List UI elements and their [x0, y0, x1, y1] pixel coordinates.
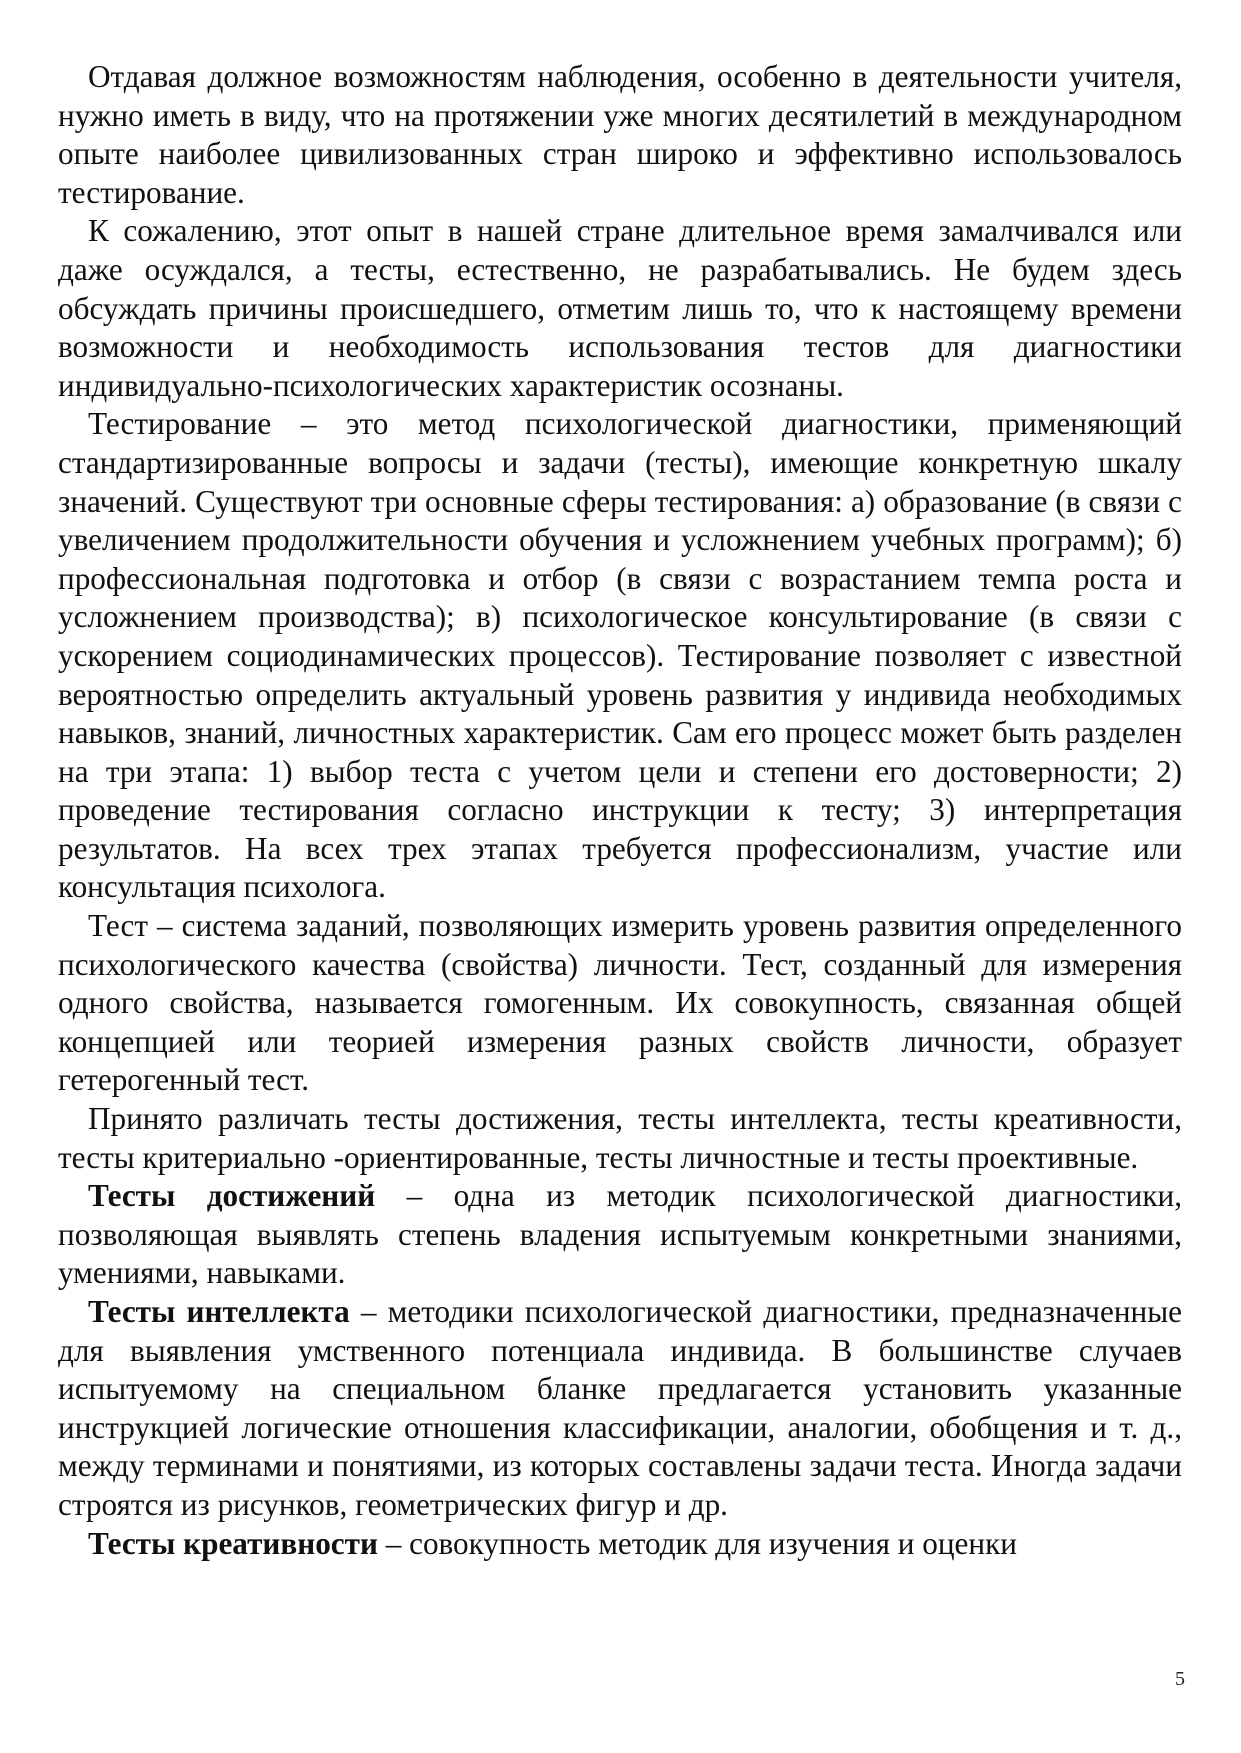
paragraph-text: – совокупность методик для изучения и оценки — [377, 1525, 1017, 1561]
paragraph-observation-testing — [58, 58, 1182, 212]
page-number: 5 — [1175, 1668, 1185, 1690]
paragraph-achievement-tests — [58, 1177, 1182, 1293]
paragraph-text: Отдавая должное возможностям наблюдения, особенно в деятельности учителя, нужно иметь в виду, что на протяжении уже многих десятилетий в международном опыте наиболее цивилизованных стран широко и эффективно использовалось тестирование. — [58, 59, 1182, 210]
paragraph-test-definition — [58, 907, 1182, 1100]
paragraph-testing-definition — [58, 405, 1182, 907]
paragraph-creativity-tests — [58, 1525, 1182, 1564]
paragraph-experience-silenced — [58, 212, 1182, 405]
paragraph-text: Тест – система заданий, позволяющих измерить уровень развития определенного психологического качества (свойства) личности. Тест, созданный для измерения одного свойства, называется гомогенным. Их совокупность, связанная общей концепцией или теорией измерения разных свойств личности, образует гетерогенный тест. — [58, 908, 1182, 1098]
term-intelligence-tests: Тесты интеллекта — [88, 1294, 350, 1329]
paragraph-intelligence-tests — [58, 1293, 1182, 1525]
paragraph-text: Принято различать тесты достижения, тесты интеллекта, тесты креативности, тесты критериально -ориентированные, тесты личностные и тесты проективные. — [58, 1101, 1182, 1175]
paragraph-text: Тестирование – это метод психологической диагностики, применяющий стандартизированные вопросы и задачи (тесты), имеющие конкретную шкалу значений. Существуют три основные сферы тестирования: а) образование (в связи с увеличением продолжительности обучения и усложнением учебных программ); б) профессиональная подготовка и отбор (в связи с возрастанием темпа роста и усложнением производства); в) психологическое консультирование (в связи с ускорением социодинамических процессов). Тестирование позволяет с известной вероятностью определить актуальный уровень развития у индивида необходимых навыков, знаний, личностных характеристик. Сам его процесс может быть разделен на три этапа: 1) выбор теста с учетом цели и степени его достоверности; 2) проведение тестирования согласно инструкции к тесту; 3) интерпретация результатов. На всех трех этапах требуется профессионализм, участие или консультация психолога. — [58, 406, 1182, 905]
document-page — [58, 58, 1182, 1563]
term-achievement-tests: Тесты достижений — [88, 1178, 376, 1214]
paragraph-text: К сожалению, этот опыт в нашей стране длительное время замалчивался или даже осуждался, а тесты, естественно, не разрабатывались. Не будем здесь обсуждать причины происшедшего, отметим лишь то, что к настоящему времени возможности и необходимость использования тестов для диагностики индивидуально-психологических характеристик осознаны. — [58, 213, 1182, 403]
term-creativity-tests: Тесты креативности — [88, 1525, 378, 1561]
paragraph-text: – одна из методик психологической диагностики, позволяющая выявлять степень владения испытуемым конкретными знаниями, умениями, навыками. — [58, 1178, 1182, 1291]
paragraph-test-types — [58, 1100, 1182, 1177]
paragraph-text: – методики психологической диагностики, предназначенные для выявления умственного потенциала индивида. В большинстве случаев испытуемому на специальном бланке предлагается установить указанные инструкцией логические отношения классификации, аналогии, обобщения и т. д., между терминами и понятиями, из которых составлены задачи теста. Иногда задачи строятся из рисунков, геометрических фигур и др. — [58, 1294, 1182, 1522]
